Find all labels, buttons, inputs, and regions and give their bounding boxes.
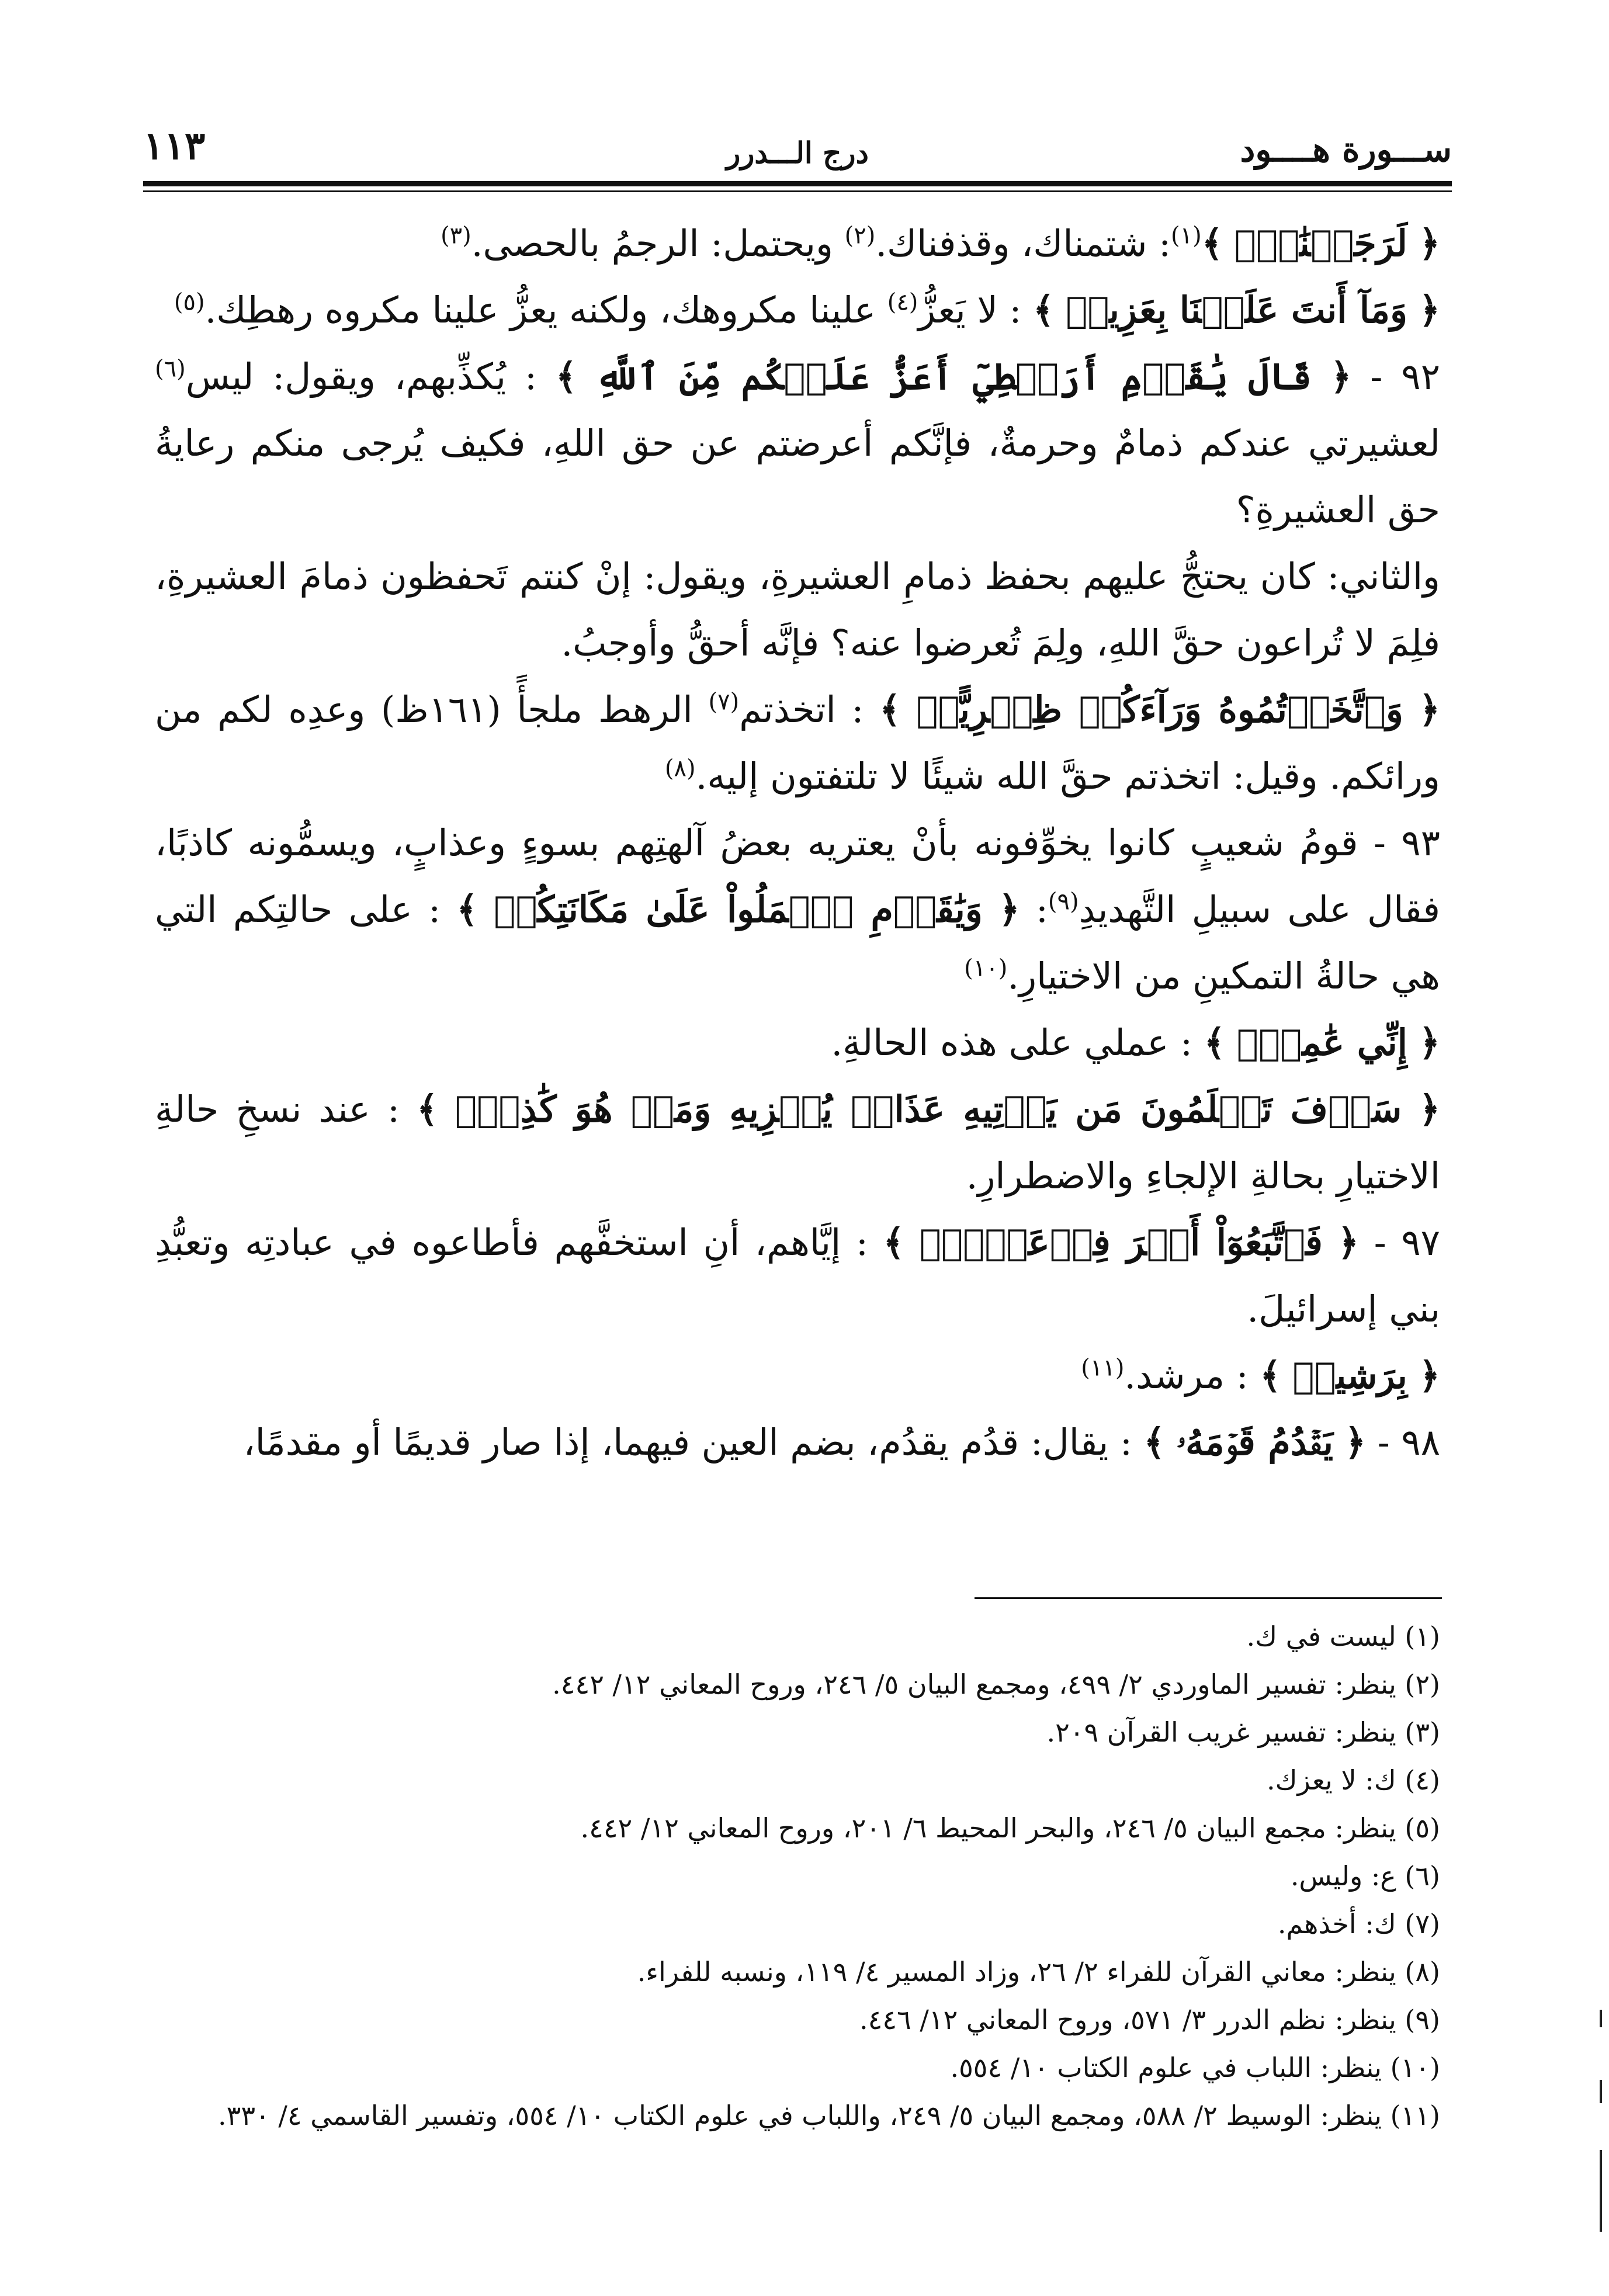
footnote-separator xyxy=(975,1597,1442,1599)
commentary: : مرشد. xyxy=(1124,1354,1249,1397)
footnote-1: (١) ليست في ك. xyxy=(1246,1621,1440,1652)
paragraph-10 xyxy=(155,1343,1440,1409)
footnote-2: (٢) ينظر: تفسير الماوردي ٢/ ٤٩٩، ومجمع البيان ٥/ ٢٤٦، وروح المعاني ١٢/ ٤٤٢. xyxy=(552,1669,1440,1700)
commentary: الرهط ملجأً (١٦١ظ) وعدِه لكم من ورائكم. وقيل: اتخذتم حقَّ الله شيئًا لا تلتفتون إليه. xyxy=(155,688,1440,797)
commentary: ويحتمل: الرجمُ بالحصى. xyxy=(471,222,845,265)
quran-phrase: وَمَآ أَنتَ عَلَيۡنَا بِعَزِيزٖ xyxy=(1066,289,1407,331)
footnote-ref: (٢) xyxy=(844,222,876,249)
quran-bracket-open: ﴿ xyxy=(1419,688,1440,731)
footnote-5: (٥) ينظر: مجمع البيان ٥/ ٢٤٦، والبحر المحيط ٦/ ٢٠١، وروح المعاني ١٢/ ٤٤٢. xyxy=(580,1812,1440,1844)
quran-bracket-open: ﴿ xyxy=(1330,355,1352,398)
footnote-ref: (٧) xyxy=(708,688,740,716)
quran-phrase: فَٱتَّبَعُوٓاْ أَمۡرَ فِرۡعَوۡنَۖ xyxy=(919,1221,1323,1264)
quran-phrase: إِنِّي عَٰمِلٞۖ xyxy=(1236,1021,1407,1064)
header-rule-thick xyxy=(143,181,1452,186)
surah-title: ســـورة هــــود xyxy=(1240,130,1452,169)
commentary: والثاني: كان يحتجُّ عليهم بحفظ ذمامِ العشيرةِ، ويقول: إنْ كنتم تَحفظون ذمامَ العشيرةِ، فلِمَ لا تُراعون حقَّ اللهِ، ولِمَ تُعرضوا عنه؟ فإنَّه أحقُّ وأوجبُ. xyxy=(155,555,1440,664)
paragraph-7 xyxy=(155,1010,1440,1076)
footnote-ref: (١) xyxy=(1171,222,1202,249)
commentary: : xyxy=(1020,888,1048,931)
quran-bracket-close: ﴾ xyxy=(1204,1021,1226,1064)
quran-phrase: وَيَٰقَوۡمِ ٱعۡمَلُواْ عَلَىٰ مَكَانَتِكُمۡ xyxy=(494,888,983,931)
main-text xyxy=(155,210,1440,1560)
quran-bracket-open: ﴿ xyxy=(1419,1354,1440,1397)
paragraph-11 xyxy=(155,1409,1440,1476)
quran-bracket-close: ﴾ xyxy=(1201,222,1223,265)
paragraph-3 xyxy=(155,344,1440,543)
footnote-ref: (٤) xyxy=(887,289,918,316)
quran-bracket-open: ﴿ xyxy=(1337,1221,1359,1264)
footnote-ref: (٩) xyxy=(1048,888,1079,915)
footnote-ref: (٦) xyxy=(155,355,186,383)
paragraph-8 xyxy=(155,1076,1440,1209)
scan-edge-mark xyxy=(1600,2080,1602,2103)
commentary: : شتمناك، وقذفناك. xyxy=(875,222,1171,265)
commentary: : عملي على هذه الحالةِ. xyxy=(831,1021,1192,1064)
footnote-ref: (١١) xyxy=(1081,1354,1125,1382)
verse-number: ٩٢ - xyxy=(1370,355,1440,398)
footnote-9: (٩) ينظر: نظم الدرر ٣/ ٥٧١، وروح المعاني ١٢/ ٤٤٦. xyxy=(859,2004,1440,2035)
quran-bracket-open: ﴿ xyxy=(1419,1088,1440,1130)
book-title: درج الـــدرر xyxy=(726,136,869,170)
footnote-10: (١٠) ينظر: اللباب في علوم الكتاب ١٠/ ٥٥٤. xyxy=(950,2052,1440,2083)
footnote-6: (٦) ع: وليس. xyxy=(1290,1860,1440,1892)
commentary: قومُ شعيبٍ كانوا يخوِّفونه بأنْ يعتريه بعضُ آلهتِهم بسوءٍ وعذابٍ، ويسمُّونه كاذبًا، فقال على سبيلِ التَّهديدِ xyxy=(155,821,1440,931)
verse-number: ٩٧ - xyxy=(1374,1221,1440,1264)
scan-edge-mark xyxy=(1600,2010,1602,2027)
quran-phrase: سَوۡفَ تَعۡلَمُونَ مَن يَأۡتِيهِ عَذَابٞ يُخۡزِيهِ وَمَنۡ هُوَ كَٰذِبٞۖ xyxy=(455,1088,1402,1130)
commentary: لعشيرتي عندكم ذمامٌ وحرمةٌ، فإنَّكم أعرضتم عن حق اللهِ، فكيف يُرجى منكم رعايةُ حق العشيرةِ؟ xyxy=(155,422,1440,531)
commentary: : اتخذتم xyxy=(739,688,864,731)
footnote-3: (٣) ينظر: تفسير غريب القرآن ٢٠٩. xyxy=(1046,1716,1440,1748)
quran-bracket-open: ﴿ xyxy=(1344,1421,1366,1463)
quran-bracket-open: ﴿ xyxy=(1419,222,1440,265)
quran-bracket-close: ﴾ xyxy=(1260,1354,1281,1397)
commentary: : يقال: قدُم يقدُم، بضم العين فيهما، إذا صار قديمًا أو مقدمًا، xyxy=(243,1421,1132,1463)
quran-phrase: وَٱتَّخَذۡتُمُوهُ وَرَآءَكُمۡ ظِهۡرِيًّاۖ xyxy=(916,688,1403,731)
running-header xyxy=(143,123,1452,181)
footnote-8: (٨) ينظر: معاني القرآن للفراء ٢/ ٢٦، وزاد المسير ٤/ ١١٩، ونسبه للفراء. xyxy=(637,1956,1440,1988)
commentary: : إيَّاهم، أنِ استخفَّهم فأطاعوه في عبادتِه وتعبُّدِ بني إسرائيلَ. xyxy=(155,1221,1440,1330)
quran-phrase: لَرَجَمۡنَٰكَۖ xyxy=(1234,222,1407,265)
header-rule-thin xyxy=(143,190,1452,192)
commentary: : يُكذِّبهم، ويقول: ليس xyxy=(185,355,537,398)
footnote-ref: (٨) xyxy=(664,755,696,782)
quran-bracket-close: ﴾ xyxy=(456,888,478,931)
footnote-ref: (١٠) xyxy=(964,955,1008,982)
footnote-11: (١١) ينظر: الوسيط ٢/ ٥٨٨، ومجمع البيان ٥/ ٢٤٩، واللباب في علوم الكتاب ١٠/ ٥٥٤، وتفسير القاسمي ٤/ ٣٣٠. xyxy=(218,2100,1440,2131)
footnotes xyxy=(155,1612,1440,2220)
commentary: علينا مكروهك، ولكنه يعزُّ علينا مكروه رهطِك. xyxy=(204,289,887,331)
page-number: ١١٣ xyxy=(143,123,206,168)
paragraph-6 xyxy=(155,810,1440,1010)
quran-bracket-open: ﴿ xyxy=(1419,289,1440,331)
footnote-7: (٧) ك: أخذهم. xyxy=(1277,1908,1440,1940)
commentary: : على حالتِكم التي هي حالةُ التمكينِ من الاختيارِ. xyxy=(155,888,1440,997)
commentary: : عند نسخِ حالةِ الاختيارِ بحالةِ الإلجاءِ والاضطرارِ. xyxy=(155,1088,1440,1197)
quran-bracket-open: ﴿ xyxy=(1419,1021,1440,1064)
paragraph-2 xyxy=(155,277,1440,344)
footnote-4: (٤) ك: لا يعزك. xyxy=(1266,1764,1440,1796)
scan-edge-mark xyxy=(1600,2150,1602,2232)
paragraph-9 xyxy=(155,1209,1440,1343)
quran-bracket-close: ﴾ xyxy=(555,355,577,398)
paragraph-5 xyxy=(155,677,1440,810)
quran-bracket-close: ﴾ xyxy=(883,1221,904,1264)
quran-bracket-close: ﴾ xyxy=(417,1088,438,1130)
quran-phrase: يَقۡدُمُ قَوۡمَهُۥ xyxy=(1176,1421,1333,1463)
quran-bracket-close: ﴾ xyxy=(1033,289,1055,331)
quran-phrase: قَالَ يَٰقَوۡمِ أَرَهۡطِيٓ أَعَزُّ عَلَيۡكُم مِّنَ ٱللَّهِ xyxy=(595,355,1312,398)
quran-bracket-close: ﴾ xyxy=(879,688,901,731)
paragraph-4 xyxy=(155,543,1440,677)
paragraph-1 xyxy=(155,210,1440,277)
commentary: : لا يَعزُّ xyxy=(918,289,1022,331)
verse-number: ٩٣ - xyxy=(1373,821,1440,864)
verse-number: ٩٨ - xyxy=(1377,1421,1440,1463)
footnote-ref: (٥) xyxy=(174,289,205,316)
quran-phrase: بِرَشِيدٖ xyxy=(1292,1354,1407,1397)
quran-bracket-open: ﴿ xyxy=(998,888,1020,931)
footnote-ref: (٣) xyxy=(441,222,471,249)
quran-bracket-close: ﴾ xyxy=(1143,1421,1165,1463)
